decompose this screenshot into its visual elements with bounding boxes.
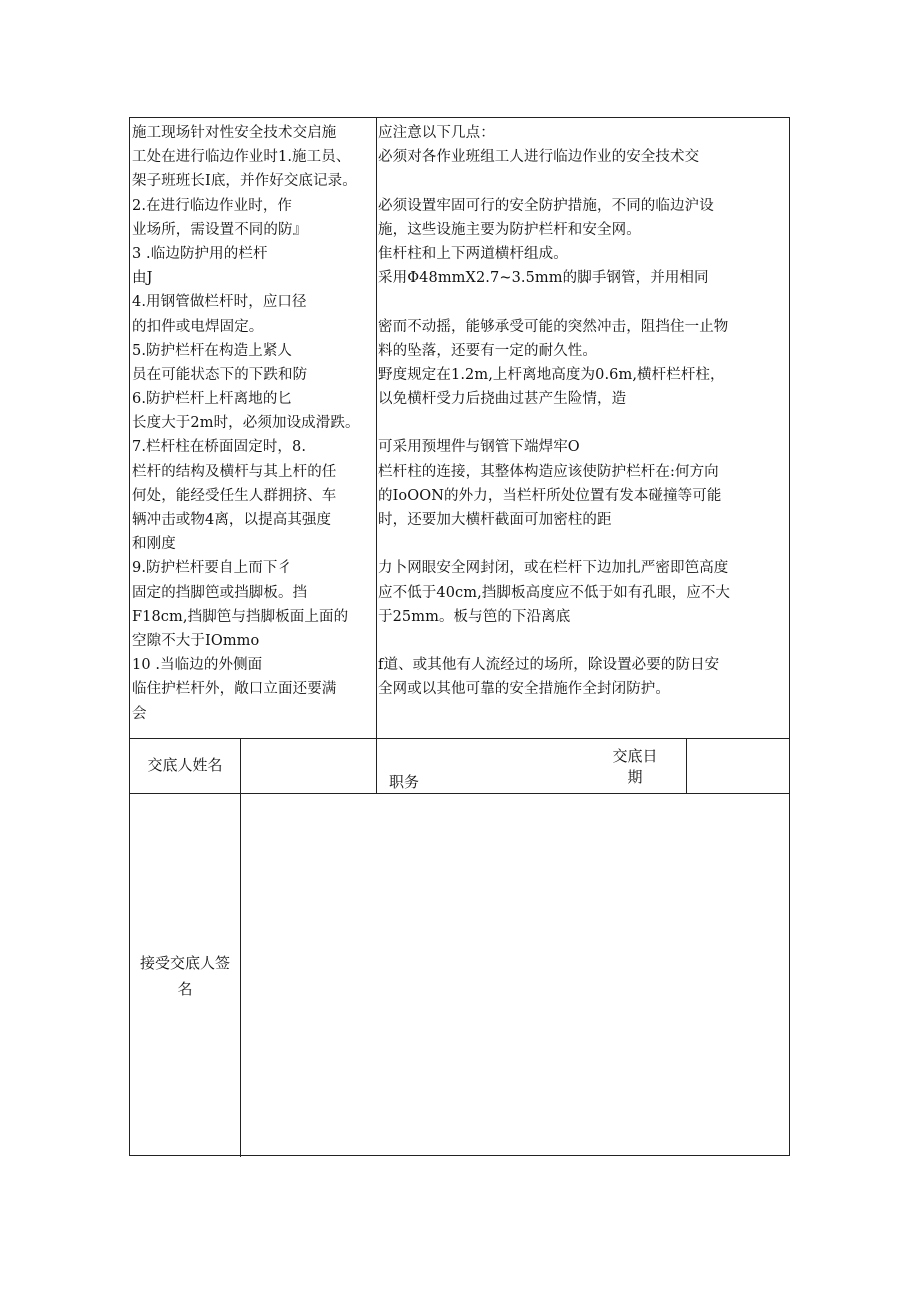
left-text-line: 空隙不大于IOmmo: [132, 632, 260, 649]
left-text-line: 工处在进行临边作业时1.施工员、: [132, 149, 351, 166]
date-label-line1: 交底日: [612, 747, 658, 765]
disclosure-table: [129, 117, 790, 1156]
right-text-line: 时，还要加大横杆截面可加密柱的距: [378, 512, 612, 528]
left-text-line: 和刚度: [132, 536, 176, 553]
left-text-line: 10 .当临边的外侧面: [132, 657, 263, 674]
signature-value[interactable]: [241, 794, 789, 1155]
left-text-line: 临住护栏杆外，敞口立面还要满: [132, 681, 337, 698]
left-text-line: 由J: [132, 270, 153, 287]
right-text-line: 以免横杆受力后挠曲过甚产生险情，造: [378, 391, 627, 408]
signature-label-line1: 接受交底人签: [139, 954, 230, 972]
right-text-line: [378, 629, 788, 653]
position-label: 职务: [389, 773, 420, 791]
left-text-line: 栏杆的结构及横杆与其上杆的任: [132, 463, 337, 480]
right-text-line: 料的坠落，还要有一定的耐久性。: [378, 342, 597, 359]
right-text-line: 可采用预埋件与钢管下端焊牢O: [378, 439, 580, 456]
signature-label: [130, 950, 240, 1002]
right-text-line: [378, 290, 788, 314]
left-text-line: 固定的挡脚笆或挡脚板。挡: [132, 584, 308, 601]
right-column-text: [378, 121, 788, 737]
right-text-line: 施，这些设施主要为防护栏杆和安全网。: [378, 221, 641, 238]
name-label: 交底人姓名: [147, 756, 223, 774]
right-text-line: 应注意以下几点：: [378, 125, 495, 141]
right-text-line: 隹杆柱和上下两道横杆组成。: [378, 245, 568, 262]
left-text-line: 3 .临边防护用的栏杆: [132, 245, 268, 262]
left-text-line: 长度大于2m时，必须加设成滑跌。: [132, 415, 360, 432]
right-text-line: 栏杆柱的连接，其整体构造应该使防护栏杆在:何方向: [378, 463, 719, 480]
left-text-line: 的扣件或电焊固定。: [132, 318, 264, 335]
right-text-line: 必须设置牢固可行的安全防护措施，不同的临边沪设: [378, 197, 714, 214]
left-text-line: 6.防护栏杆上杆离地的匕: [132, 391, 293, 408]
left-text-line: F18cm,挡脚笆与挡脚板面上面的: [132, 608, 349, 625]
right-text-line: 必须对各作业班组工人进行临边作业的安全技术交: [378, 149, 700, 166]
left-text-line: 4.用钢管做栏杆时，应口径: [132, 294, 307, 311]
date-label-line2: 期: [627, 768, 643, 786]
left-text-line: 7.栏杆柱在桥面固定时，8.: [132, 439, 307, 456]
right-text-line: 采用Φ48mmX2.7~3.5mm的脚手钢管，并用相同: [378, 270, 709, 287]
left-text-line: 施工现场针对性安全技术交启施: [132, 125, 337, 141]
right-text-line: [378, 169, 788, 193]
left-text-line: 5.防护栏杆在构造上紧人: [132, 342, 293, 359]
left-text-line: 辆冲击或物4离，以提高其强度: [132, 512, 332, 528]
right-text-line: [378, 411, 788, 435]
left-text-line: 何处，能经受任生人群拥挤、车: [132, 487, 337, 504]
right-text-line: 全网或以其他可靠的安全措施作全封闭防护。: [378, 681, 670, 698]
right-text-line: 的IoOON的外力，当栏杆所处位置有发本碰撞等可能: [378, 487, 722, 504]
date-value[interactable]: [687, 739, 789, 793]
left-text-line: 9.防护栏杆要自上而下彳: [132, 560, 293, 577]
left-text-line: 架子班班长I底，并作好交底记录。: [132, 173, 357, 190]
date-label: [600, 746, 670, 788]
right-text-line: [378, 532, 788, 556]
right-text-line: 野度规定在1.2m,上杆离地高度为0.6m,横杆栏杆柱，: [378, 366, 725, 383]
left-text-line: 员在可能状态下的下跌和防: [132, 366, 308, 383]
divider-row2-b: [376, 738, 377, 793]
divider-top-middle: [376, 118, 377, 738]
right-text-line: 应不低于40cm,挡脚板高度应不低于如有孔眼，应不大: [378, 584, 731, 601]
left-column-text: [132, 121, 376, 737]
right-text-line: 于25mm。板与笆的下沿离底: [378, 608, 571, 625]
right-text-line: 密而不动摇，能够承受可能的突然冲击，阻挡住一止物: [378, 318, 729, 335]
signature-label-line2: 名: [177, 980, 193, 998]
name-value[interactable]: [241, 739, 376, 793]
left-text-line: 2.在进行临边作业时，作: [132, 197, 293, 214]
left-text-line: 会: [132, 705, 147, 722]
left-text-line: 业场所，需设置不同的防』: [132, 221, 308, 238]
right-text-line: 力卜网眼安全网封闭，或在栏杆下边加扎严密即笆高度: [378, 560, 729, 577]
right-text-line: f道、或其他有人流经过的场所，除设置必要的防日安: [378, 657, 720, 674]
